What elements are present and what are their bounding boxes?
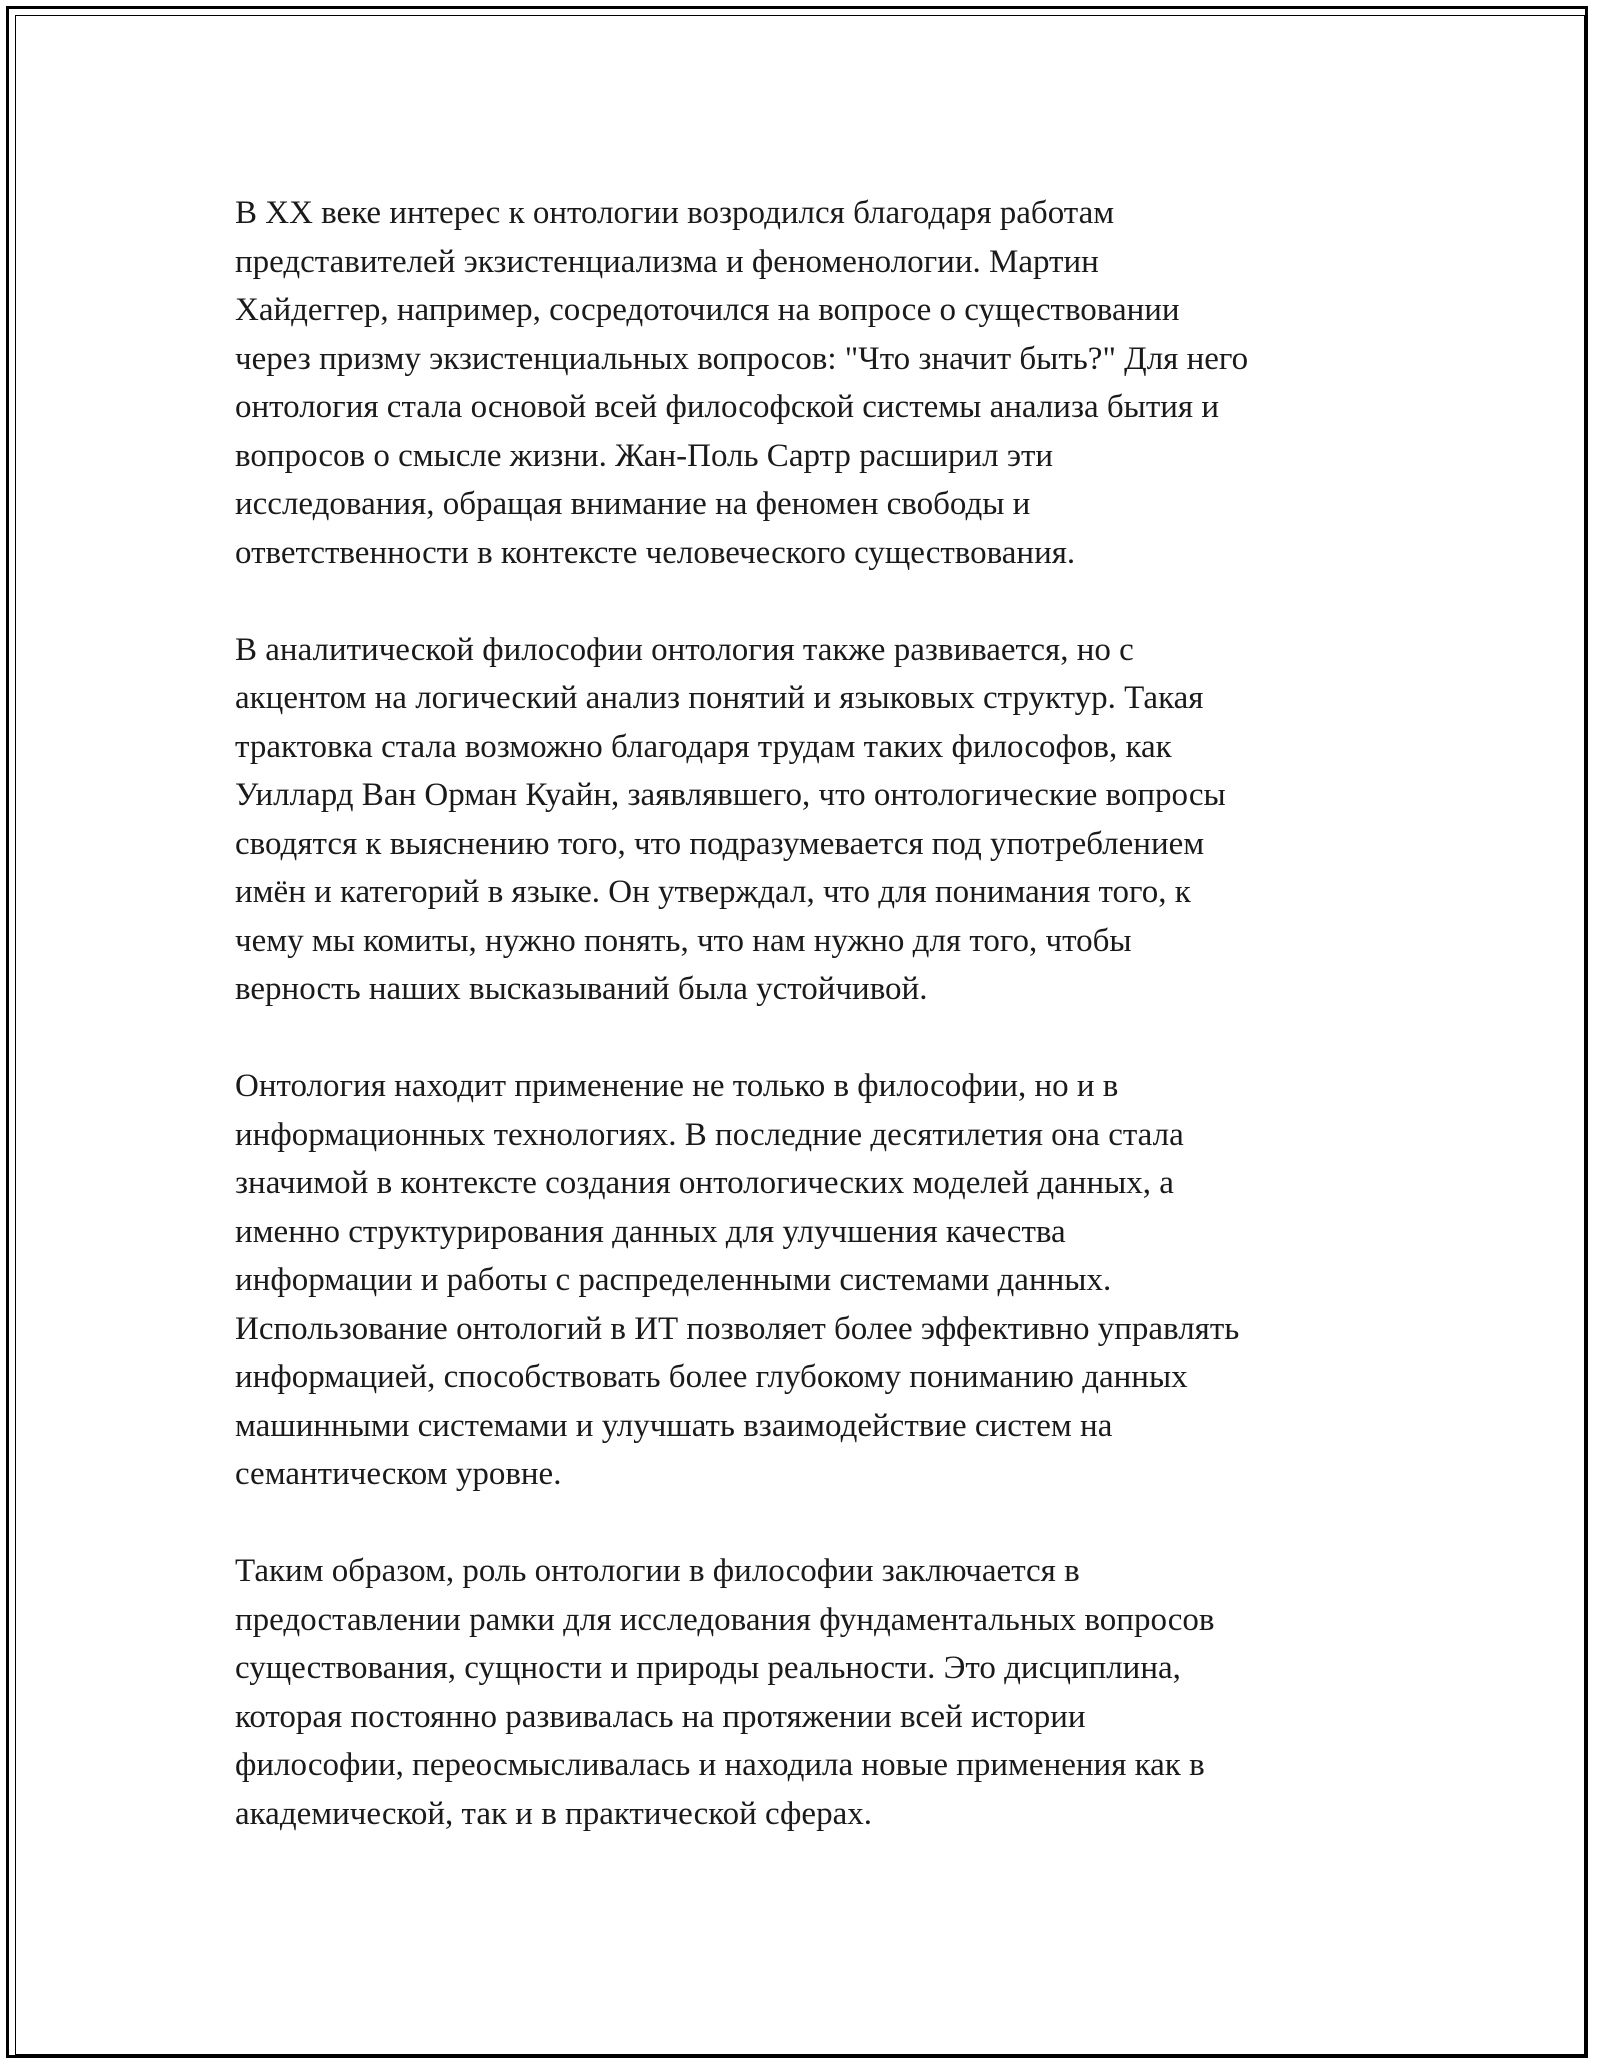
paragraph-1 [235,189,1385,577]
text-line: В XX веке интерес к онтологии возродился благодаря работам [235,195,1115,231]
text-line: Онтология находит применение не только в философии, но и в [235,1068,1119,1104]
text-line: представителей экзистенциализма и феноменологии. Мартин [235,243,1099,280]
text-line: акцентом на логический анализ понятий и языковых структур. Такая [235,680,1204,716]
text-line: Хайдеггер, например, сосредоточился на вопросе о существовании [235,292,1180,328]
text-line: предоставлении рамки для исследования фундаментальных вопросов [235,1601,1215,1638]
text-line: верность наших высказываний была устойчивой. [235,971,928,1007]
text-line: информации и работы с распределенными системами данных. [235,1262,1112,1298]
text-line: онтология стала основой всей философской системы анализа бытия и [235,389,1220,425]
text-line: именно структурирования данных для улучшения качества [235,1213,1066,1250]
text-line: существования, сущности и природы реальности. Это дисциплина, [235,1650,1181,1686]
text-line: информационных технологиях. В последние десятилетия она стала [235,1116,1184,1153]
text-line: Таким образом, роль онтологии в философии заключается в [235,1553,1080,1589]
text-line: философии, переосмысливалась и находила новые применения как в [235,1747,1205,1783]
text-line: имён и категорий в языке. Он утверждал, что для понимания того, к [235,874,1191,910]
paragraph-4 [235,1547,1385,1838]
paragraph-3 [235,1062,1385,1499]
text-line: В аналитической философии онтология также развивается, но с [235,631,1134,668]
text-line: Использование онтологий в ИТ позволяет более эффективно управлять [235,1310,1240,1347]
document-body [235,189,1385,1887]
text-line: академической, так и в практической сферах. [235,1795,872,1832]
text-line: значимой в контексте создания онтологических моделей данных, а [235,1165,1174,1201]
text-line: семантическом уровне. [235,1456,562,1492]
text-line: машинными системами и улучшать взаимодействие систем на [235,1407,1113,1444]
text-line: которая постоянно развивалась на протяжении всей истории [235,1698,1086,1735]
text-line: трактовка стала возможно благодаря трудам таких философов, как [235,728,1172,765]
paragraph-2 [235,626,1385,1014]
text-line: исследования, обращая внимание на феномен свободы и [235,486,1031,522]
text-line: Уиллард Ван Орман Куайн, заявлявшего, что онтологические вопросы [235,777,1226,813]
text-line: информацией, способствовать более глубокому пониманию данных [235,1359,1188,1395]
text-line: чему мы комиты, нужно понять, что нам нужно для того, чтобы [235,922,1132,959]
text-line: сводятся к выяснению того, что подразумевается под употреблением [235,825,1205,862]
text-line: ответственности в контексте человеческого существования. [235,534,1076,571]
text-line: вопросов о смысле жизни. Жан-Поль Сартр расширил эти [235,437,1054,474]
text-line: через призму экзистенциальных вопросов: "Что значит быть?" Для него [235,340,1249,377]
